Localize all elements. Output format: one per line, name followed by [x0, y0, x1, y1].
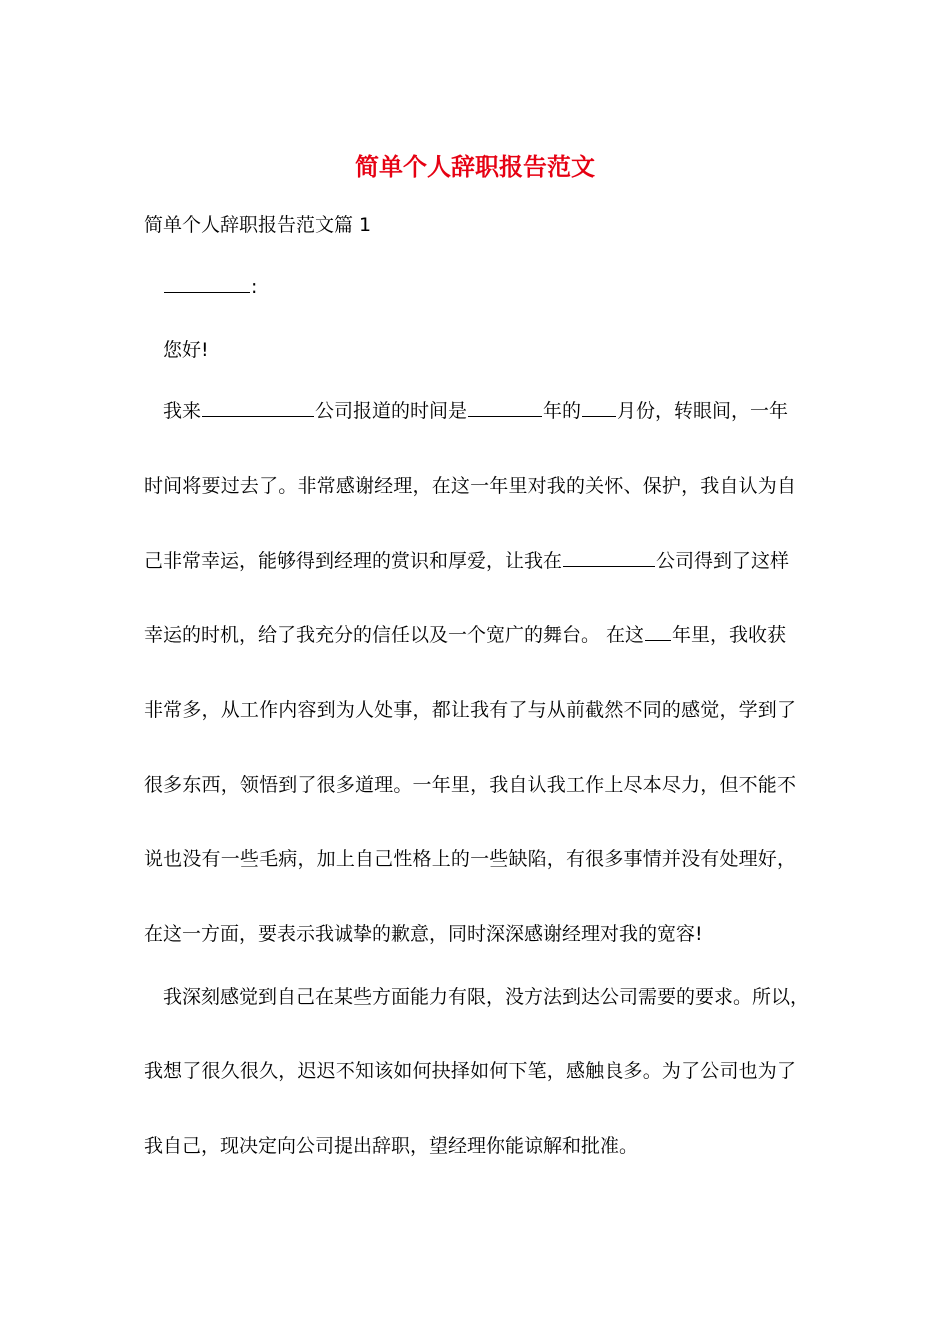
year-blank — [468, 415, 542, 417]
paragraph-1-line-7: 说也没有一些毛病，加上自己性格上的一些缺陷，有很多事情并没有处理好， — [144, 848, 796, 870]
salutation-line — [163, 274, 257, 300]
paragraph-2-line-1: 我深刻感觉到自己在某些方面能力有限，没方法到达公司需要的要求。所以， — [163, 986, 810, 1008]
recipient-blank — [164, 291, 250, 293]
text-segment: 幸运的时机，给了我充分的信任以及一个宽广的舞台。 在这 — [144, 624, 645, 646]
paragraph-1-line-6: 很多东西，领悟到了很多道理。一年里，我自认我工作上尽本尽力，但不能不 — [144, 774, 796, 796]
company-blank — [202, 415, 314, 417]
paragraph-1-line-5: 非常多，从工作内容到为人处事，都让我有了与从前截然不同的感觉，学到了 — [144, 699, 796, 721]
paragraph-2-line-3: 我自己，现决定向公司提出辞职，望经理你能谅解和批准。 — [144, 1135, 639, 1157]
salutation-colon: : — [251, 276, 258, 298]
paragraph-2-line-2: 我想了很久很久，迟迟不知该如何抉择如何下笔，感触良多。为了公司也为了 — [144, 1060, 796, 1082]
document-title: 简单个人辞职报告范文 — [355, 152, 595, 181]
text-segment: 年里，我收获 — [672, 624, 787, 646]
text-segment: 月份，转眼间，一年 — [617, 400, 789, 422]
paragraph-1-line-2: 时间将要过去了。非常感谢经理，在这一年里对我的关怀、保护，我自认为自 — [144, 475, 796, 497]
text-segment: 公司报道的时间是 — [315, 400, 468, 422]
text-segment: 己非常幸运，能够得到经理的赏识和厚爱，让我在 — [144, 550, 563, 572]
paragraph-1-line-4 — [144, 622, 786, 648]
years-blank — [645, 639, 671, 641]
company-blank — [563, 565, 655, 567]
month-blank — [582, 415, 616, 417]
greeting: 您好! — [163, 339, 209, 361]
text-segment: 年的 — [543, 400, 582, 422]
section-heading: 简单个人辞职报告范文篇 1 — [144, 214, 372, 236]
paragraph-1-line-1 — [163, 398, 788, 424]
text-segment: 我来 — [163, 400, 202, 422]
paragraph-1-line-3 — [144, 548, 789, 574]
paragraph-1-line-8: 在这一方面，要表示我诚挚的歉意，同时深深感谢经理对我的宽容! — [144, 923, 703, 945]
text-segment: 公司得到了这样 — [656, 550, 790, 572]
